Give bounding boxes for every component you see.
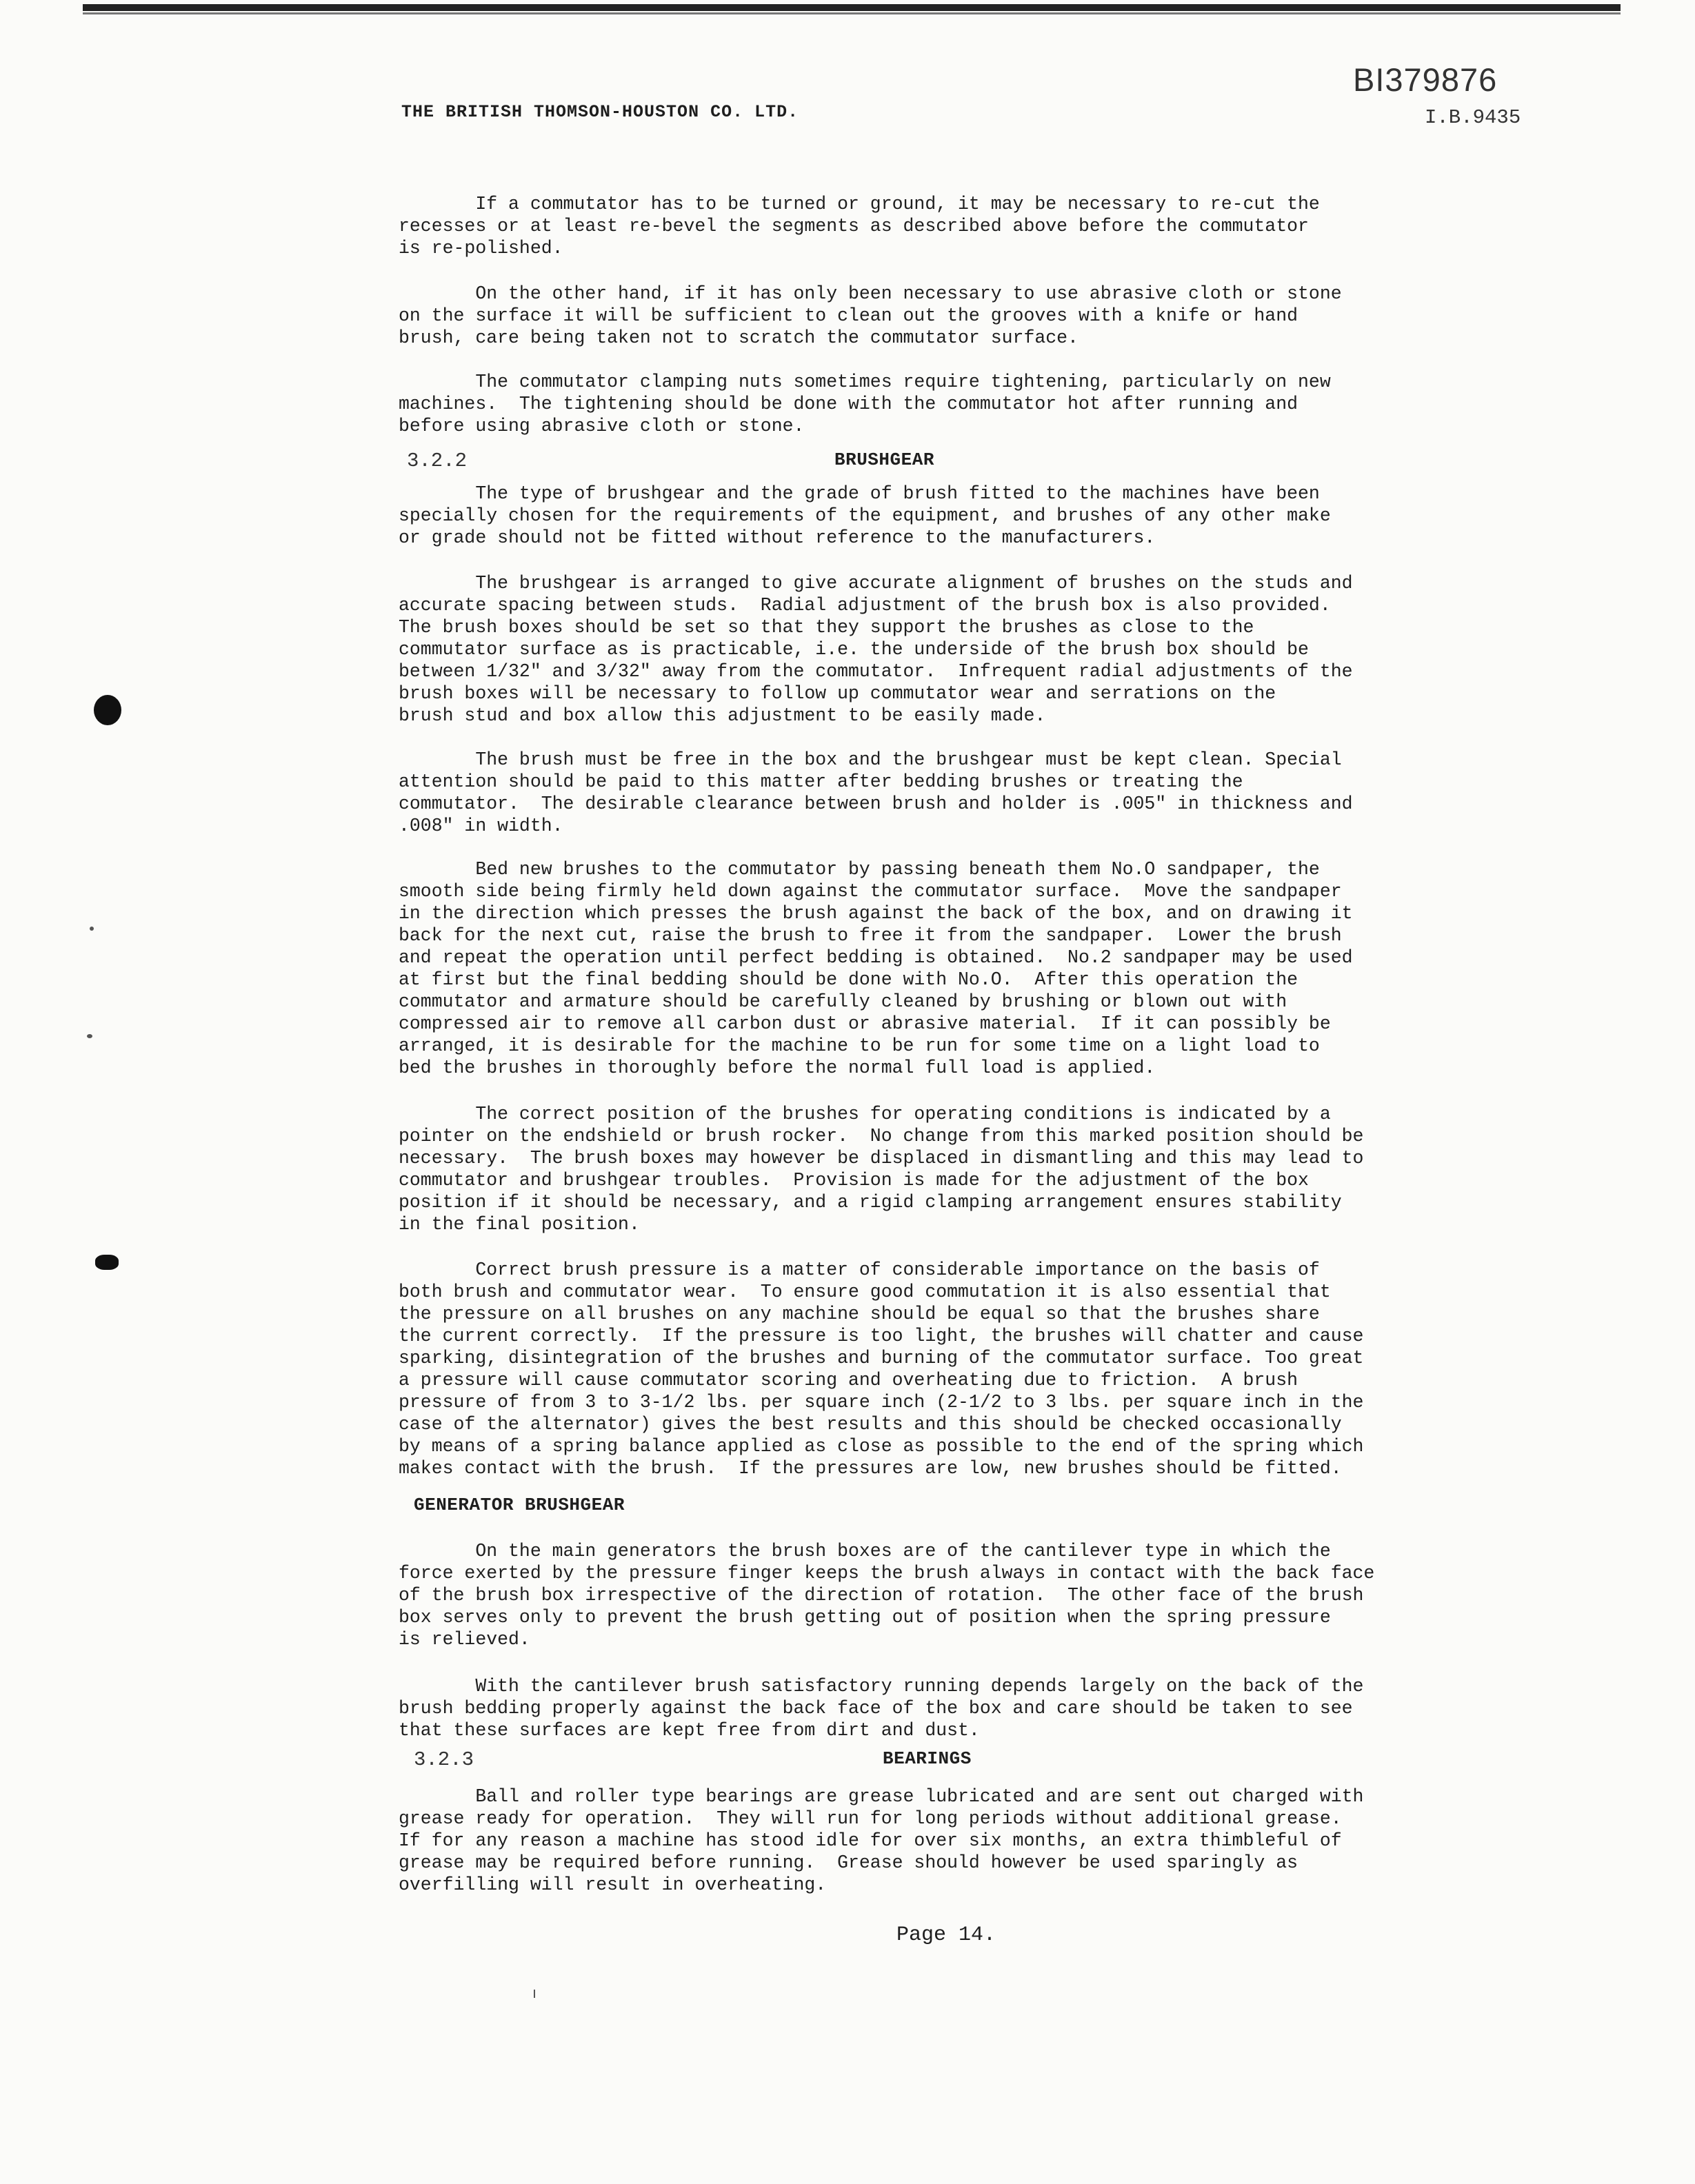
paragraph-cantilever-running: With the cantilever brush satisfactory running depends largely on the back of the brush bedding properly against the back face of the box and care should be taken to see that these surfaces are kept free from dirt and dust. bbox=[399, 1676, 1364, 1741]
section-number-brushgear: 3.2.2 bbox=[407, 449, 468, 472]
paragraph-brush-pressure: Correct brush pressure is a matter of considerable importance on the basis of both brush and commutator wear. To ensure good commutation it is also essential that the pressure on all brushes on any machine should be equal so that the brushes share the current correctly. If the pressure is too light, the brushes will chatter and cause sparking, disintegration of the brushes and burning of the commutator surface. Too great a pressure will cause commutator scoring and overheating due to friction. A brush pressure of from 3 to 3-1/2 lbs. per square inch (2-1/2 to 3 lbs. per square inch in the case of the alternator) gives the best results and this should be checked occasionally by means of a spring balance applied as close as possible to the end of the spring which makes contact with the brush. If the pressures are low, new brushes should be fitted. bbox=[399, 1260, 1364, 1479]
section-heading-brushgear: BRUSHGEAR bbox=[834, 449, 934, 470]
paragraph-abrasive: On the other hand, if it has only been necessary to use abrasive cloth or stone on the surface it will be sufficient to clean out the grooves with a knife or hand brush, care being taken not to scratch the commutator surface. bbox=[399, 283, 1342, 348]
top-scan-border-shadow bbox=[83, 12, 1621, 14]
paragraph-bedding: Bed new brushes to the commutator by passing beneath them No.O sandpaper, the smooth side being firmly held down against the commutator surface. Move the sandpaper in the direction which presses the brush against the back of the box, and on drawing it back for the next cut, raise the brush to free it from the sandpaper. Lower the brush and repeat the operation until perfect bedding is obtained. No.2 sandpaper may be used at first but the final bedding should be done with No.O. After this operation the commutator and armature should be carefully cleaned by brushing or blown out with compressed air to remove all carbon dust or abrasive material. If it can possibly be arranged, it is desirable for the machine to be run for some time on a light load to bed the brushes in thoroughly before the normal full load is applied. bbox=[399, 859, 1353, 1078]
page-number: Page 14. bbox=[896, 1923, 996, 1947]
paragraph-bearings: Ball and roller type bearings are grease lubricated and are sent out charged with grease ready for operation. They will run for long periods without additional grease. If for any reason a machine has stood idle for over six months, an extra thimbleful of grease may be required before running. Grease should however be used sparingly as overfilling will result in overheating. bbox=[399, 1786, 1364, 1895]
section-number-bearings: 3.2.3 bbox=[414, 1748, 474, 1771]
paragraph-brush-clearance: The brush must be free in the box and the brushgear must be kept clean. Special attention should be paid to this matter after bedding brushes or treating the commutator. The desirable clearance between brush and holder is .005" in thickness and .008" in width. bbox=[399, 749, 1353, 836]
ib-number: I.B.9435 bbox=[1425, 106, 1521, 129]
company-name: THE BRITISH THOMSON-HOUSTON CO. LTD. bbox=[401, 102, 799, 122]
section-heading-bearings: BEARINGS bbox=[883, 1748, 972, 1769]
paragraph-brushgear-alignment: The brushgear is arranged to give accurate alignment of brushes on the studs and accurate spacing between studs. Radial adjustment of the brush box is also provided. The brush boxes should be set so that they support the brushes as close to the commutator surface as is practicable, i.e. the underside of the brush box should be between 1/32" and 3/32" away from the commutator. Infrequent radial adjustments of the brush boxes will be necessary to follow up commutator wear and serrations on the brush stud and box allow this adjustment to be easily made. bbox=[399, 573, 1353, 726]
punch-hole-mark bbox=[94, 695, 121, 725]
paragraph-recut: If a commutator has to be turned or ground, it may be necessary to re-cut the recesses or at least re-bevel the segments as described above before the commutator is re-polished. bbox=[399, 194, 1320, 259]
paragraph-clamping-nuts: The commutator clamping nuts sometimes require tightening, particularly on new machines. The tightening should be done with the commutator hot after running and before using abrasive cloth or stone. bbox=[399, 372, 1331, 436]
scan-speck bbox=[534, 1990, 535, 1998]
document-id: BI379876 bbox=[1353, 61, 1498, 98]
paragraph-cantilever-type: On the main generators the brush boxes are of the cantilever type in which the force exerted by the pressure finger keeps the brush always in contact with the back face of the brush box irrespective of the direction of rotation. The other face of the brush box serves only to prevent the brush getting out of position when the spring pressure is relieved. bbox=[399, 1541, 1375, 1650]
scan-speck bbox=[90, 927, 94, 931]
paragraph-brush-position: The correct position of the brushes for operating conditions is indicated by a pointer on the endshield or brush rocker. No change from this marked position should be necessary. The brush boxes may however be displaced in dismantling and this may lead to commutator and brushgear troubles. Provision is made for the adjustment of the box position if it should be necessary, and a rigid clamping arrangement ensures stability in the final position. bbox=[399, 1104, 1364, 1235]
scan-speck bbox=[87, 1034, 92, 1038]
punch-hole-mark bbox=[95, 1255, 119, 1270]
section-heading-generator-brushgear: GENERATOR BRUSHGEAR bbox=[414, 1495, 625, 1515]
top-scan-border bbox=[83, 4, 1621, 11]
paragraph-brush-type: The type of brushgear and the grade of brush fitted to the machines have been specially chosen for the requirements of the equipment, and brushes of any other make or grade should not be fitted without reference to the manufacturers. bbox=[399, 483, 1331, 548]
